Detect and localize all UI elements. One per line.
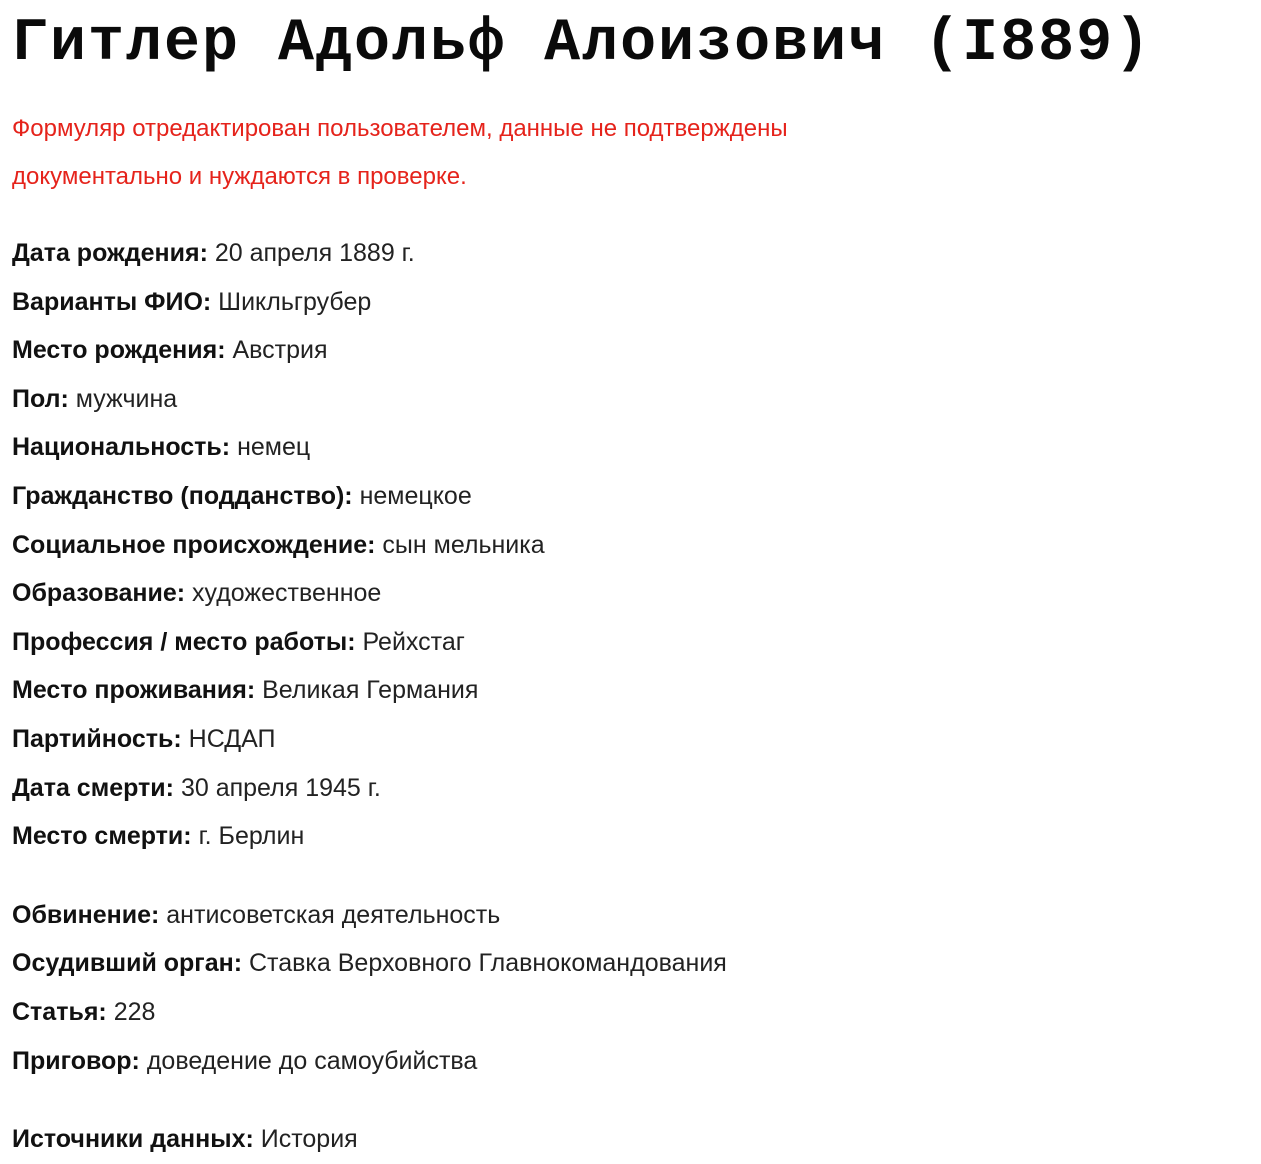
field-value: художественное — [192, 579, 382, 608]
record-fields — [12, 229, 1252, 1164]
field-value: 30 апреля 1945 г. — [180, 773, 381, 802]
field-social-origin — [12, 521, 1252, 570]
field-value: немецкое — [359, 481, 472, 510]
field-sentencing-body — [12, 939, 1252, 988]
field-label: Варианты ФИО: — [12, 287, 212, 316]
personal-info-group — [12, 229, 1252, 861]
field-value: доведение до самоубийства — [146, 1046, 478, 1075]
field-label: Место смерти: — [12, 822, 192, 851]
field-value: мужчина — [75, 384, 178, 413]
unverified-warning: Формуляр отредактирован пользователем, данные не подтверждены документально и нуждаются в проверке. — [12, 115, 788, 190]
field-residence — [12, 666, 1252, 715]
field-party — [12, 715, 1252, 764]
field-label: Пол: — [12, 384, 69, 413]
field-label: Дата смерти: — [12, 773, 174, 802]
field-value: Австрия — [232, 336, 328, 365]
field-label: Гражданство (подданство): — [12, 481, 353, 510]
field-name-variants — [12, 278, 1252, 327]
field-label: Национальность: — [12, 433, 231, 462]
field-label: Партийность: — [12, 724, 182, 753]
field-value: Ставка Верховного Главнокомандования — [249, 949, 727, 978]
field-value: сын мельника — [382, 530, 545, 559]
field-label: Дата рождения: — [12, 239, 208, 267]
field-value: 228 — [113, 997, 156, 1026]
sources-group — [12, 1115, 1252, 1164]
field-label: Осудивший орган: — [12, 949, 243, 978]
field-birth-place — [12, 326, 1252, 375]
field-label: Обвинение: — [12, 900, 160, 929]
field-value: НСДАП — [188, 724, 276, 753]
field-charge — [12, 891, 1252, 940]
field-label: Приговор: — [12, 1046, 140, 1075]
field-death-place — [12, 812, 1252, 861]
field-label: Источники данных: — [12, 1125, 254, 1154]
field-data-sources — [12, 1115, 1252, 1164]
field-value: Шикльгрубер — [218, 287, 372, 316]
field-birth-date — [12, 229, 1252, 278]
field-value: Великая Германия — [262, 676, 479, 705]
field-nationality — [12, 423, 1252, 472]
field-label: Место рождения: — [12, 336, 226, 365]
field-sex — [12, 375, 1252, 424]
field-value: Рейхстаг — [362, 627, 465, 656]
field-education — [12, 569, 1252, 618]
field-death-date — [12, 764, 1252, 813]
field-value: немец — [237, 433, 311, 462]
record-page — [12, 0, 1252, 1164]
field-label: Социальное происхождение: — [12, 530, 376, 559]
field-citizenship — [12, 472, 1252, 521]
record-title: Гитлер Адольф Алоизович (I889) — [12, 10, 1153, 78]
field-article — [12, 988, 1252, 1037]
field-value: История — [260, 1125, 358, 1154]
field-label: Профессия / место работы: — [12, 627, 356, 656]
field-label: Статья: — [12, 997, 107, 1026]
field-label: Место проживания: — [12, 676, 256, 705]
field-value: антисоветская деятельность — [166, 900, 501, 929]
field-label: Образование: — [12, 579, 186, 608]
field-value: 20 апреля 1889 г. — [214, 239, 415, 267]
field-profession — [12, 618, 1252, 667]
case-info-group — [12, 891, 1252, 1085]
field-value: г. Берлин — [198, 822, 305, 851]
field-sentence — [12, 1037, 1252, 1086]
